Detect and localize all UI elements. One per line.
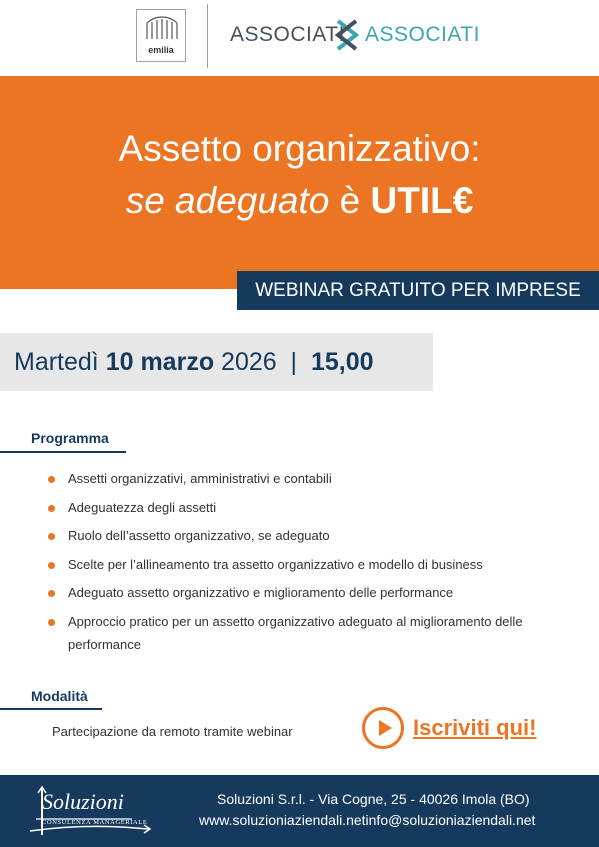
bullet-icon — [48, 505, 55, 512]
list-item-text: Adeguato assetto organizzativo e miglioramento delle performance — [68, 585, 454, 601]
bullet-icon — [48, 619, 55, 626]
soluzioni-logo-subtitle: CONSULENZA MANAGERIALE — [42, 819, 148, 826]
modalita-text: Partecipazione da remoto tramite webinar — [52, 724, 293, 739]
hero-title-line2 — [0, 180, 599, 222]
list-item-text: Assetti organizzativi, amministrativi e contabili — [68, 471, 332, 486]
hero-title-italic: se adeguato — [125, 180, 330, 221]
date-band — [0, 333, 433, 391]
soluzioni-logo-name: Soluzioni — [42, 789, 124, 814]
bullet-icon — [48, 533, 55, 540]
list-item — [48, 581, 568, 604]
knot-icon — [334, 17, 360, 53]
modalita-rule — [0, 708, 102, 710]
play-circle-icon[interactable] — [362, 707, 404, 749]
emilia-building-icon — [145, 15, 179, 41]
bullet-icon — [48, 562, 55, 569]
list-item-text: Approccio pratico per un assetto organizzativo adeguato al miglioramento delle performance — [68, 613, 523, 652]
hero-title-line1: Assetto organizzativo: — [118, 128, 481, 169]
list-item — [48, 553, 568, 576]
header — [0, 0, 599, 76]
list-item — [48, 610, 568, 656]
assoc-logo-right-text: ASSOCIATI — [365, 23, 480, 46]
assoc-logo-left-text: ASSOCIATI — [230, 23, 345, 46]
iscriviti-button[interactable] — [362, 707, 562, 751]
list-item-text: Scelte per l’allineamento tra assetto organizzativo e modello di business — [68, 556, 483, 572]
webinar-band: WEBINAR GRATUITO PER IMPRESE — [237, 271, 599, 310]
footer-contacts[interactable]: www.soluzioniaziendali.netinfo@soluzioniaziendali.net — [199, 812, 536, 828]
programma-rule — [0, 451, 126, 453]
emilia-logo-text: emilia — [148, 45, 174, 55]
iscriviti-link[interactable]: Iscriviti qui! — [413, 715, 537, 740]
date-time: 15,00 — [310, 348, 374, 376]
list-item — [48, 524, 568, 547]
list-item-text: Adeguatezza degli assetti — [68, 499, 217, 515]
date-year: 2026 | — [214, 348, 311, 376]
hero-banner — [0, 76, 599, 289]
bullet-icon — [48, 590, 55, 597]
list-item — [48, 496, 568, 519]
list-item-text: Ruolo dell’assetto organizzativo, se adeguato — [68, 528, 330, 544]
programma-heading: Programma — [31, 430, 109, 446]
soluzioni-logo — [28, 783, 158, 841]
footer-address: Soluzioni S.r.l. - Via Cogne, 25 - 40026 Imola (BO) — [217, 791, 530, 807]
programma-list — [48, 467, 568, 662]
list-item — [48, 467, 568, 490]
bullet-icon — [48, 476, 55, 483]
date-day-month: 10 marzo — [105, 348, 215, 376]
modalita-heading: Modalità — [31, 688, 88, 704]
hero-title-mid: è — [329, 180, 371, 221]
emilia-logo — [136, 9, 186, 62]
footer — [0, 775, 599, 847]
hero-title-bold: UTIL€ — [370, 180, 474, 221]
date-weekday: Martedì — [14, 348, 106, 376]
header-divider — [207, 4, 208, 68]
play-triangle — [379, 720, 392, 736]
